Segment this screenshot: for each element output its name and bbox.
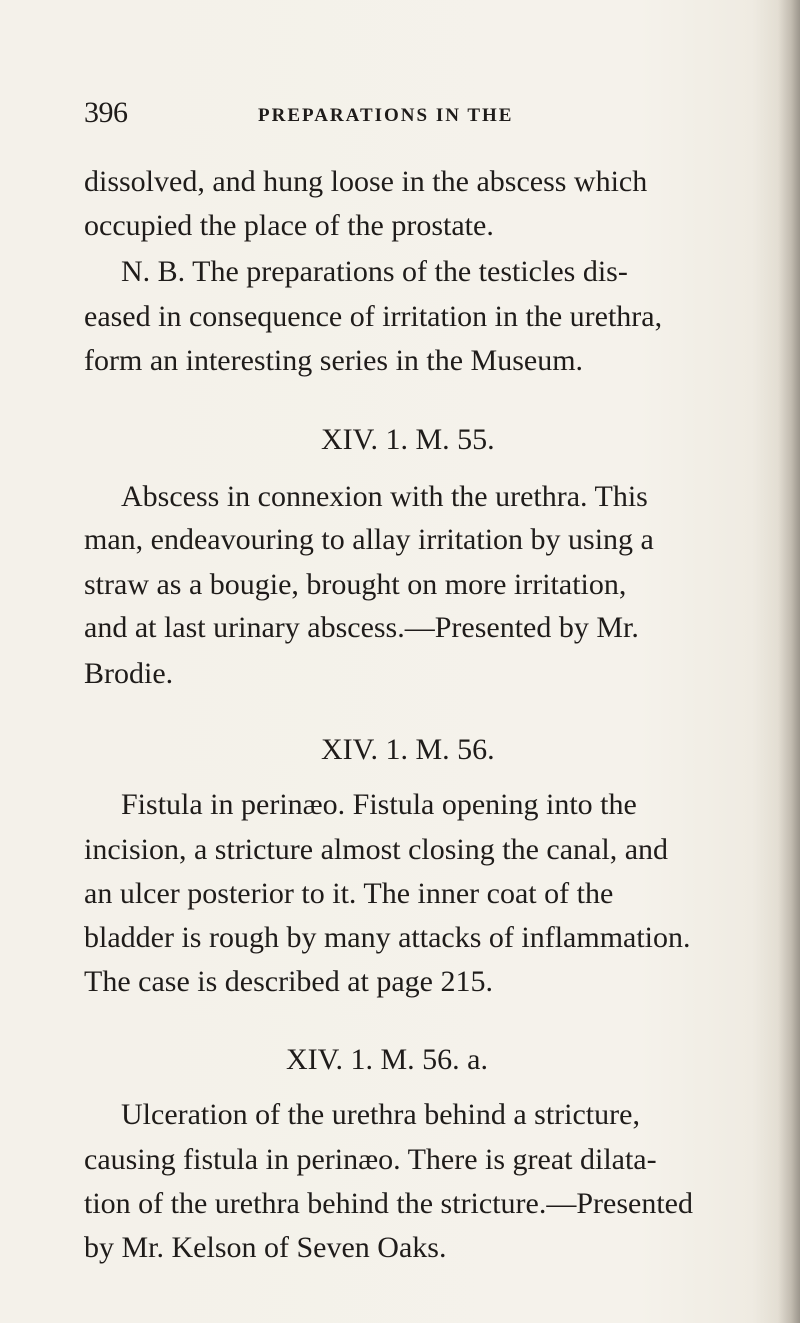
text-line: an ulcer posterior to it. The inner coat of the	[84, 877, 614, 910]
text-line: The case is described at page 215.	[84, 965, 493, 998]
text-line: bladder is rough by many attacks of inflammation.	[84, 921, 691, 954]
text-line: form an interesting series in the Museum.	[84, 344, 584, 377]
text-line: by Mr. Kelson of Seven Oaks.	[84, 1231, 447, 1264]
section-heading: XIV. 1. M. 56. a.	[286, 1043, 488, 1076]
text-line: Abscess in connexion with the urethra. This	[121, 480, 648, 513]
section-heading: XIV. 1. M. 55.	[321, 423, 495, 456]
text-line: tion of the urethra behind the stricture.—Presented	[84, 1187, 693, 1220]
text-line: N. B. The preparations of the testicles dis-	[121, 255, 628, 288]
text-line: eased in consequence of irritation in the urethra,	[84, 300, 663, 333]
section-heading: XIV. 1. M. 56.	[321, 733, 495, 766]
text-line: occupied the place of the prostate.	[84, 209, 494, 242]
running-head: PREPARATIONS IN THE	[258, 105, 514, 126]
text-line: Ulceration of the urethra behind a stricture,	[121, 1098, 640, 1131]
text-line: man, endeavouring to allay irritation by using a	[84, 523, 654, 556]
text-line: straw as a bougie, brought on more irritation,	[84, 568, 627, 601]
text-line: incision, a stricture almost closing the canal, and	[84, 833, 669, 866]
page-number: 396	[84, 96, 128, 129]
text-line: causing fistula in perinæo. There is great dilata-	[84, 1143, 657, 1176]
page-edge-shadow	[778, 0, 800, 1323]
text-line: Fistula in perinæo. Fistula opening into the	[121, 788, 637, 821]
text-line: and at last urinary abscess.—Presented by Mr.	[84, 611, 639, 644]
page-header	[84, 96, 724, 136]
text-line: dissolved, and hung loose in the abscess which	[84, 165, 648, 198]
text-line: Brodie.	[84, 657, 174, 690]
